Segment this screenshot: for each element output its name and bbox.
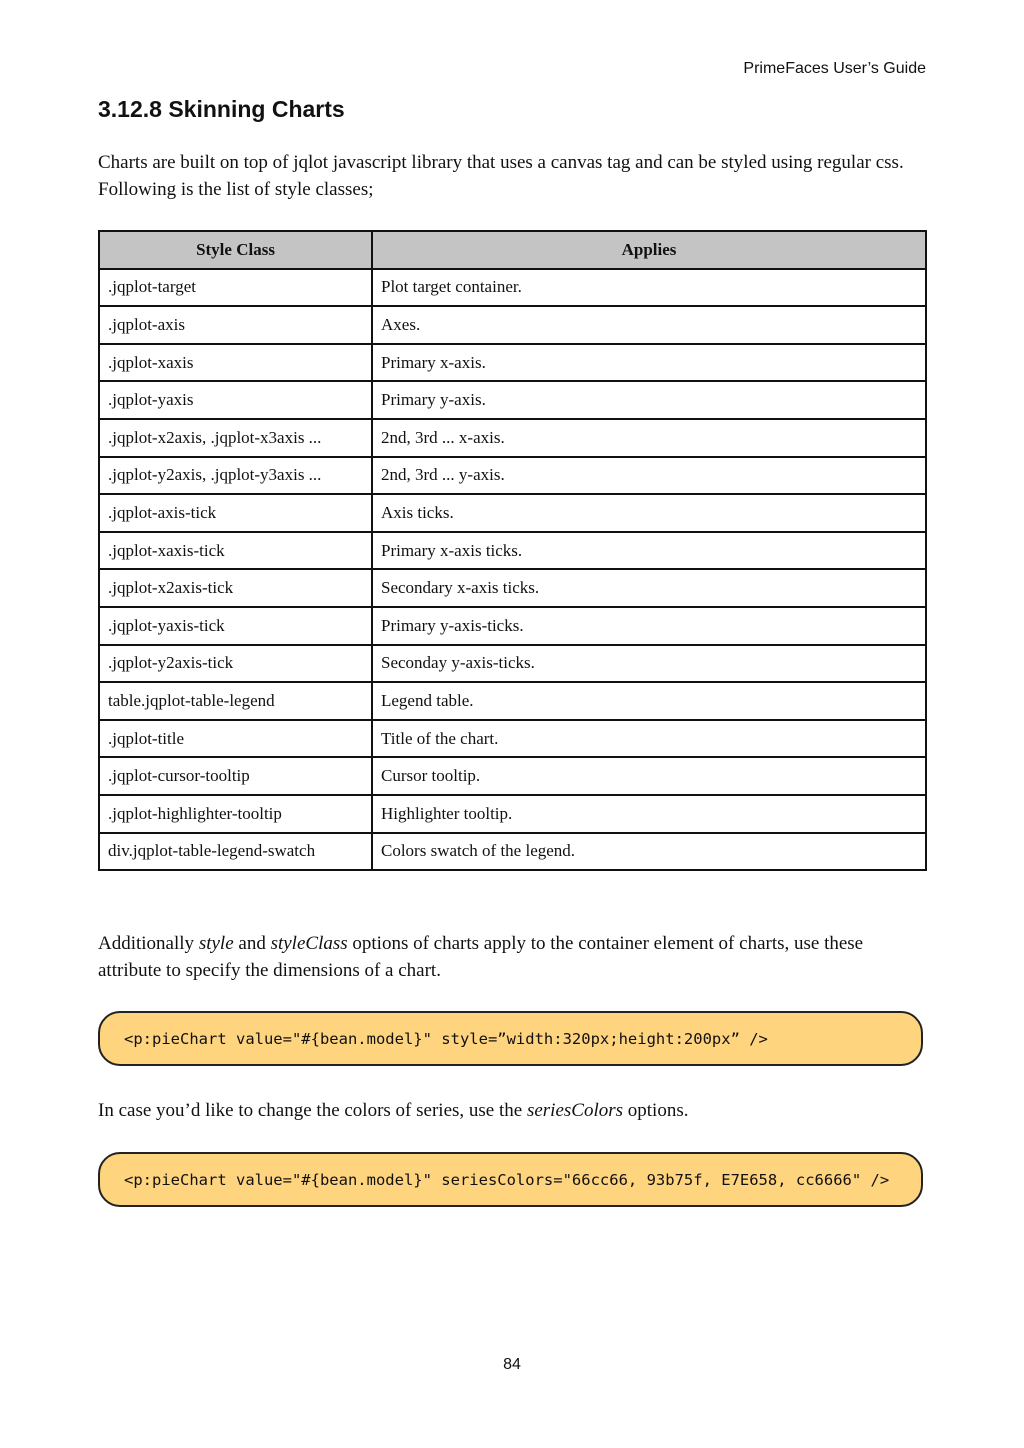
applies-cell: Highlighter tooltip. bbox=[372, 795, 926, 833]
seriescolors-attribute-term: seriesColors bbox=[526, 1100, 624, 1121]
series-colors-paragraph bbox=[98, 1097, 928, 1124]
table-header-row bbox=[99, 231, 926, 269]
dimensions-paragraph bbox=[98, 930, 928, 984]
style-class-cell: .jqplot-target bbox=[99, 269, 372, 307]
style-class-cell: .jqplot-axis bbox=[99, 306, 372, 344]
applies-cell: 2nd, 3rd ... x-axis. bbox=[372, 419, 926, 457]
style-class-cell: table.jqplot-table-legend bbox=[99, 682, 372, 720]
applies-cell: 2nd, 3rd ... y-axis. bbox=[372, 457, 926, 495]
column-header-style-class: Style Class bbox=[99, 231, 372, 269]
applies-cell: Primary y-axis. bbox=[372, 381, 926, 419]
table-row bbox=[99, 344, 926, 382]
style-class-table bbox=[98, 230, 927, 871]
applies-cell: Title of the chart. bbox=[372, 720, 926, 758]
table-row bbox=[99, 269, 926, 307]
style-class-cell: .jqplot-y2axis, .jqplot-y3axis ... bbox=[99, 457, 372, 495]
table-row bbox=[99, 532, 926, 570]
table-row bbox=[99, 795, 926, 833]
code-example-style: <p:pieChart value="#{bean.model}" style=”width:320px;height:200px” /> bbox=[98, 1011, 923, 1066]
applies-cell: Legend table. bbox=[372, 682, 926, 720]
applies-cell: Seconday y-axis-ticks. bbox=[372, 645, 926, 683]
text-segment: options. bbox=[623, 1100, 689, 1121]
applies-cell: Axis ticks. bbox=[372, 494, 926, 532]
table-row bbox=[99, 494, 926, 532]
table-row bbox=[99, 419, 926, 457]
table-row bbox=[99, 457, 926, 495]
table-row bbox=[99, 682, 926, 720]
style-class-cell: .jqplot-yaxis bbox=[99, 381, 372, 419]
applies-cell: Primary x-axis. bbox=[372, 344, 926, 382]
applies-cell: Plot target container. bbox=[372, 269, 926, 307]
applies-cell: Primary y-axis-ticks. bbox=[372, 607, 926, 645]
table-body bbox=[99, 269, 926, 871]
style-class-cell: .jqplot-axis-tick bbox=[99, 494, 372, 532]
applies-cell: Colors swatch of the legend. bbox=[372, 833, 926, 871]
code-example-series-colors: <p:pieChart value="#{bean.model}" seriesColors="66cc66, 93b75f, E7E658, cc6666" /> bbox=[98, 1152, 923, 1207]
style-class-cell: .jqplot-cursor-tooltip bbox=[99, 757, 372, 795]
applies-cell: Cursor tooltip. bbox=[372, 757, 926, 795]
text-segment: Additionally bbox=[98, 933, 199, 954]
table-row bbox=[99, 306, 926, 344]
style-class-cell: .jqplot-highlighter-tooltip bbox=[99, 795, 372, 833]
style-class-cell: .jqplot-xaxis bbox=[99, 344, 372, 382]
style-class-cell: .jqplot-x2axis, .jqplot-x3axis ... bbox=[99, 419, 372, 457]
applies-cell: Secondary x-axis ticks. bbox=[372, 569, 926, 607]
table-row bbox=[99, 381, 926, 419]
style-attribute-term: style bbox=[198, 933, 234, 954]
style-class-cell: .jqplot-title bbox=[99, 720, 372, 758]
style-class-cell: .jqplot-x2axis-tick bbox=[99, 569, 372, 607]
table-row bbox=[99, 607, 926, 645]
page-number: 84 bbox=[503, 1356, 521, 1373]
text-segment: and bbox=[233, 933, 271, 954]
text-segment: options of charts apply to the container element of charts, use these attribute to specify the dimensions of a chart. bbox=[98, 933, 864, 981]
style-class-cell: .jqplot-xaxis-tick bbox=[99, 532, 372, 570]
applies-cell: Axes. bbox=[372, 306, 926, 344]
style-class-cell: .jqplot-yaxis-tick bbox=[99, 607, 372, 645]
section-title: 3.12.8 Skinning Charts bbox=[98, 96, 345, 122]
column-header-applies: Applies bbox=[372, 231, 926, 269]
styleclass-attribute-term: styleClass bbox=[270, 933, 348, 954]
table-row bbox=[99, 757, 926, 795]
applies-cell: Primary x-axis ticks. bbox=[372, 532, 926, 570]
style-class-cell: div.jqplot-table-legend-swatch bbox=[99, 833, 372, 871]
table-row bbox=[99, 569, 926, 607]
text-segment: In case you’d like to change the colors of series, use the bbox=[98, 1100, 527, 1121]
style-class-cell: .jqplot-y2axis-tick bbox=[99, 645, 372, 683]
intro-paragraph: Charts are built on top of jqlot javascript library that uses a canvas tag and can be styled using regular css. Following is the list of style classes; bbox=[98, 152, 904, 200]
table-row bbox=[99, 833, 926, 871]
running-header: PrimeFaces User’s Guide bbox=[743, 60, 926, 77]
table-row bbox=[99, 720, 926, 758]
table-row bbox=[99, 645, 926, 683]
